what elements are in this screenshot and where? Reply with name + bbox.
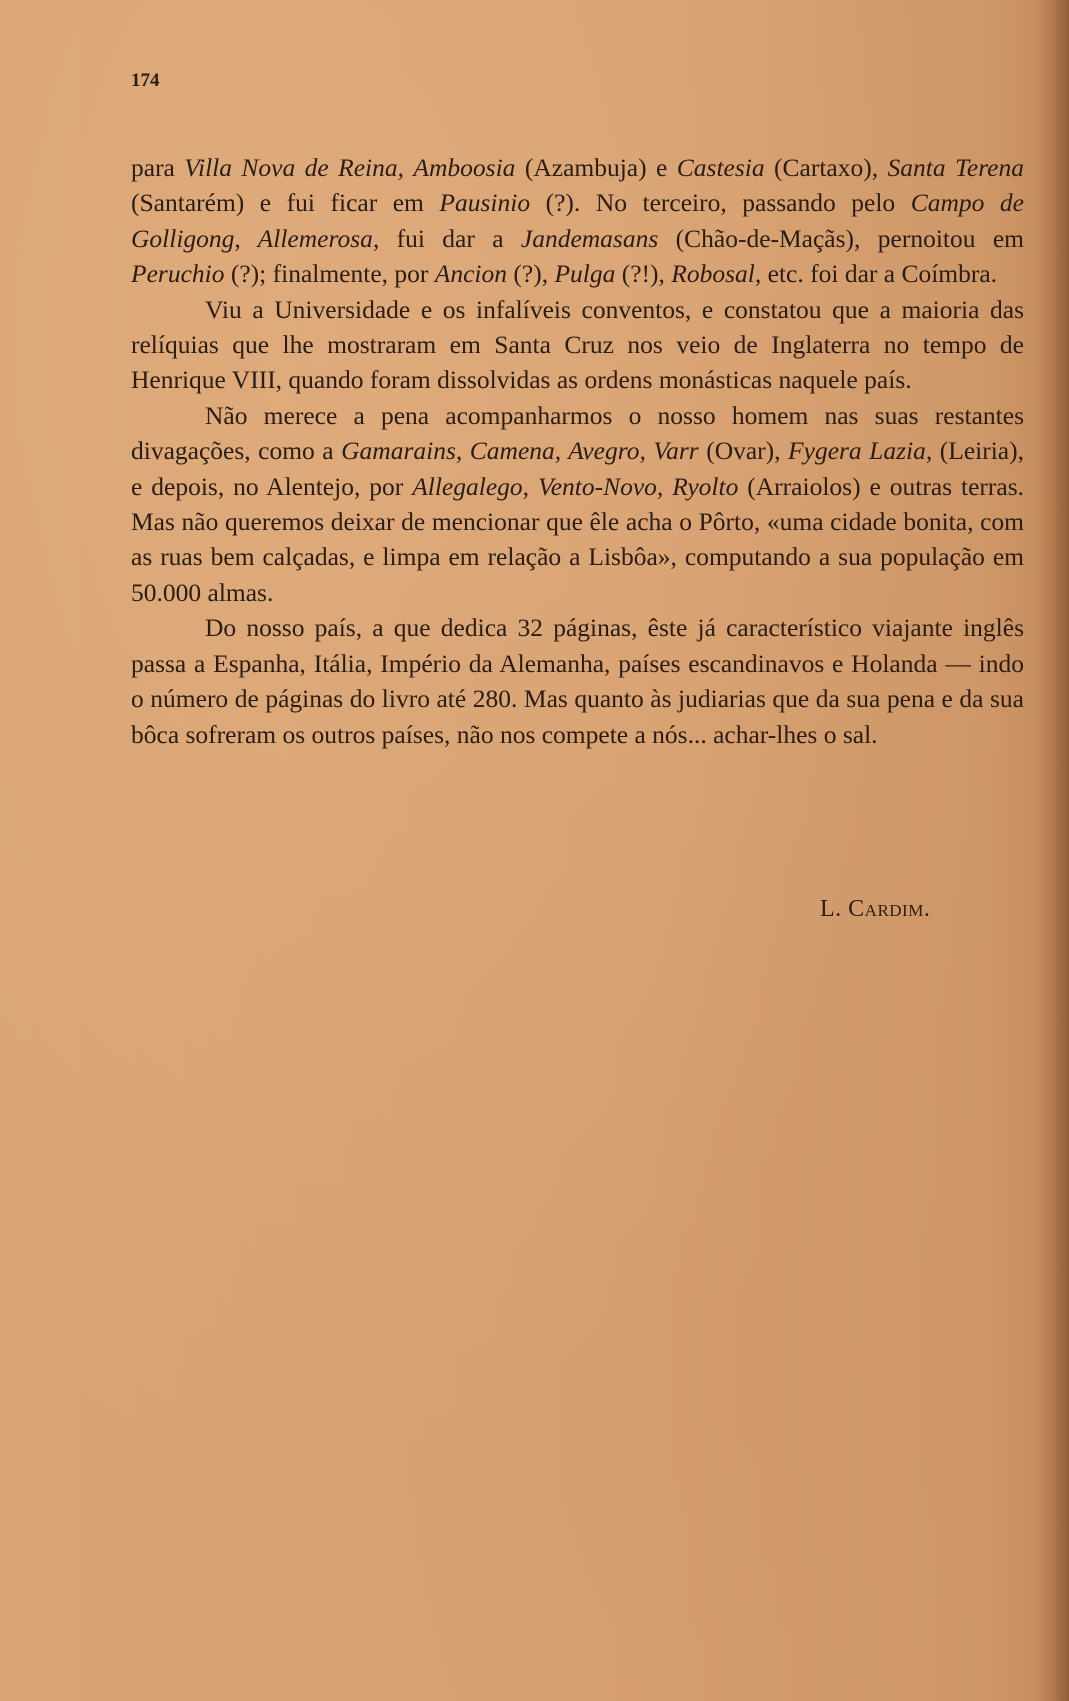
text-segment: (Cartaxo), <box>764 153 888 182</box>
place-name: Pausinio <box>439 188 531 218</box>
place-name: Campo de Golligong, Allemerosa, <box>131 188 1024 253</box>
place-name: Ancion <box>434 259 508 289</box>
text-segment: (Ovar), <box>698 436 789 466</box>
text-segment: fui dar a <box>379 223 521 253</box>
text-segment: (?); finalmente, por <box>224 259 435 289</box>
author-signature: L. Cardim. <box>820 896 931 922</box>
paragraph-1 <box>131 150 1024 292</box>
text-segment: (Santarém) e fui ficar em <box>131 188 440 218</box>
place-name: Gamarains, Camena, Avegro, Varr <box>341 436 699 466</box>
place-name: Santa Terena <box>887 153 1024 182</box>
text-segment: (?!), <box>615 259 672 289</box>
text-segment: para <box>131 153 185 182</box>
text-segment: (Azambuja) e <box>515 153 677 182</box>
place-name: Castesia <box>676 153 765 182</box>
text-segment: Não merece a pena acompanharmos o nosso homem nas suas restantes divagações, como a <box>131 400 1024 466</box>
place-name: Robosal, <box>671 259 762 289</box>
text-segment: (Leiria), e depois, no Alentejo, por <box>131 436 1024 501</box>
place-name: Fygera Lazia, <box>788 436 933 466</box>
paragraph-2 <box>131 292 1024 398</box>
text-segment: (Chão-de-Maçãs), pernoitou em <box>658 223 1024 253</box>
text-segment: (?), <box>507 259 555 289</box>
text-segment: Do nosso país, a que dedica 32 páginas, êste já característico viajante inglês passa a Espanha, Itália, Império da Alemanha, países escandinavos e Holanda — indo o número de páginas do livro até 280. Mas quanto às judiarias que da sua pena e da sua bôca sofreram os outros países, não nos compete a nós... achar-lhes o sal. <box>131 613 1024 749</box>
text-segment <box>404 153 413 182</box>
place-name: Pulga <box>554 259 616 289</box>
paragraph-4 <box>131 610 1024 752</box>
page-edge-shadow <box>1035 0 1069 1701</box>
place-name: Amboosia <box>413 153 516 182</box>
body-text <box>131 150 1024 752</box>
paragraph-3 <box>131 398 1024 610</box>
place-name: Jandemasans <box>520 223 659 253</box>
place-name: Peruchio <box>131 259 225 289</box>
page-number: 174 <box>131 70 160 91</box>
text-segment: Viu a Universidade e os infalíveis conventos, e constatou que a maioria das relíquias que lhe mostraram em Santa Cruz nos veio de Inglaterra no tempo de Henrique VIII, quando foram dissolvidas as ordens monásticas naquele país. <box>131 294 1024 395</box>
place-name: Villa Nova de Reina, <box>184 153 404 182</box>
place-name: Allegalego, Vento-Novo, Ryolto <box>412 471 739 501</box>
text-segment: (Arraiolos) e outras terras. Mas não queremos deixar de mencionar que êle acha o Pôrto, «uma cidade bonita, com as ruas bem calçadas, e limpa em relação a Lisbôa», computando a sua população em 50.000 almas. <box>131 471 1024 607</box>
text-segment: (?). No terceiro, passando pelo <box>530 188 911 218</box>
text-segment: etc. foi dar a Coímbra. <box>761 259 998 289</box>
